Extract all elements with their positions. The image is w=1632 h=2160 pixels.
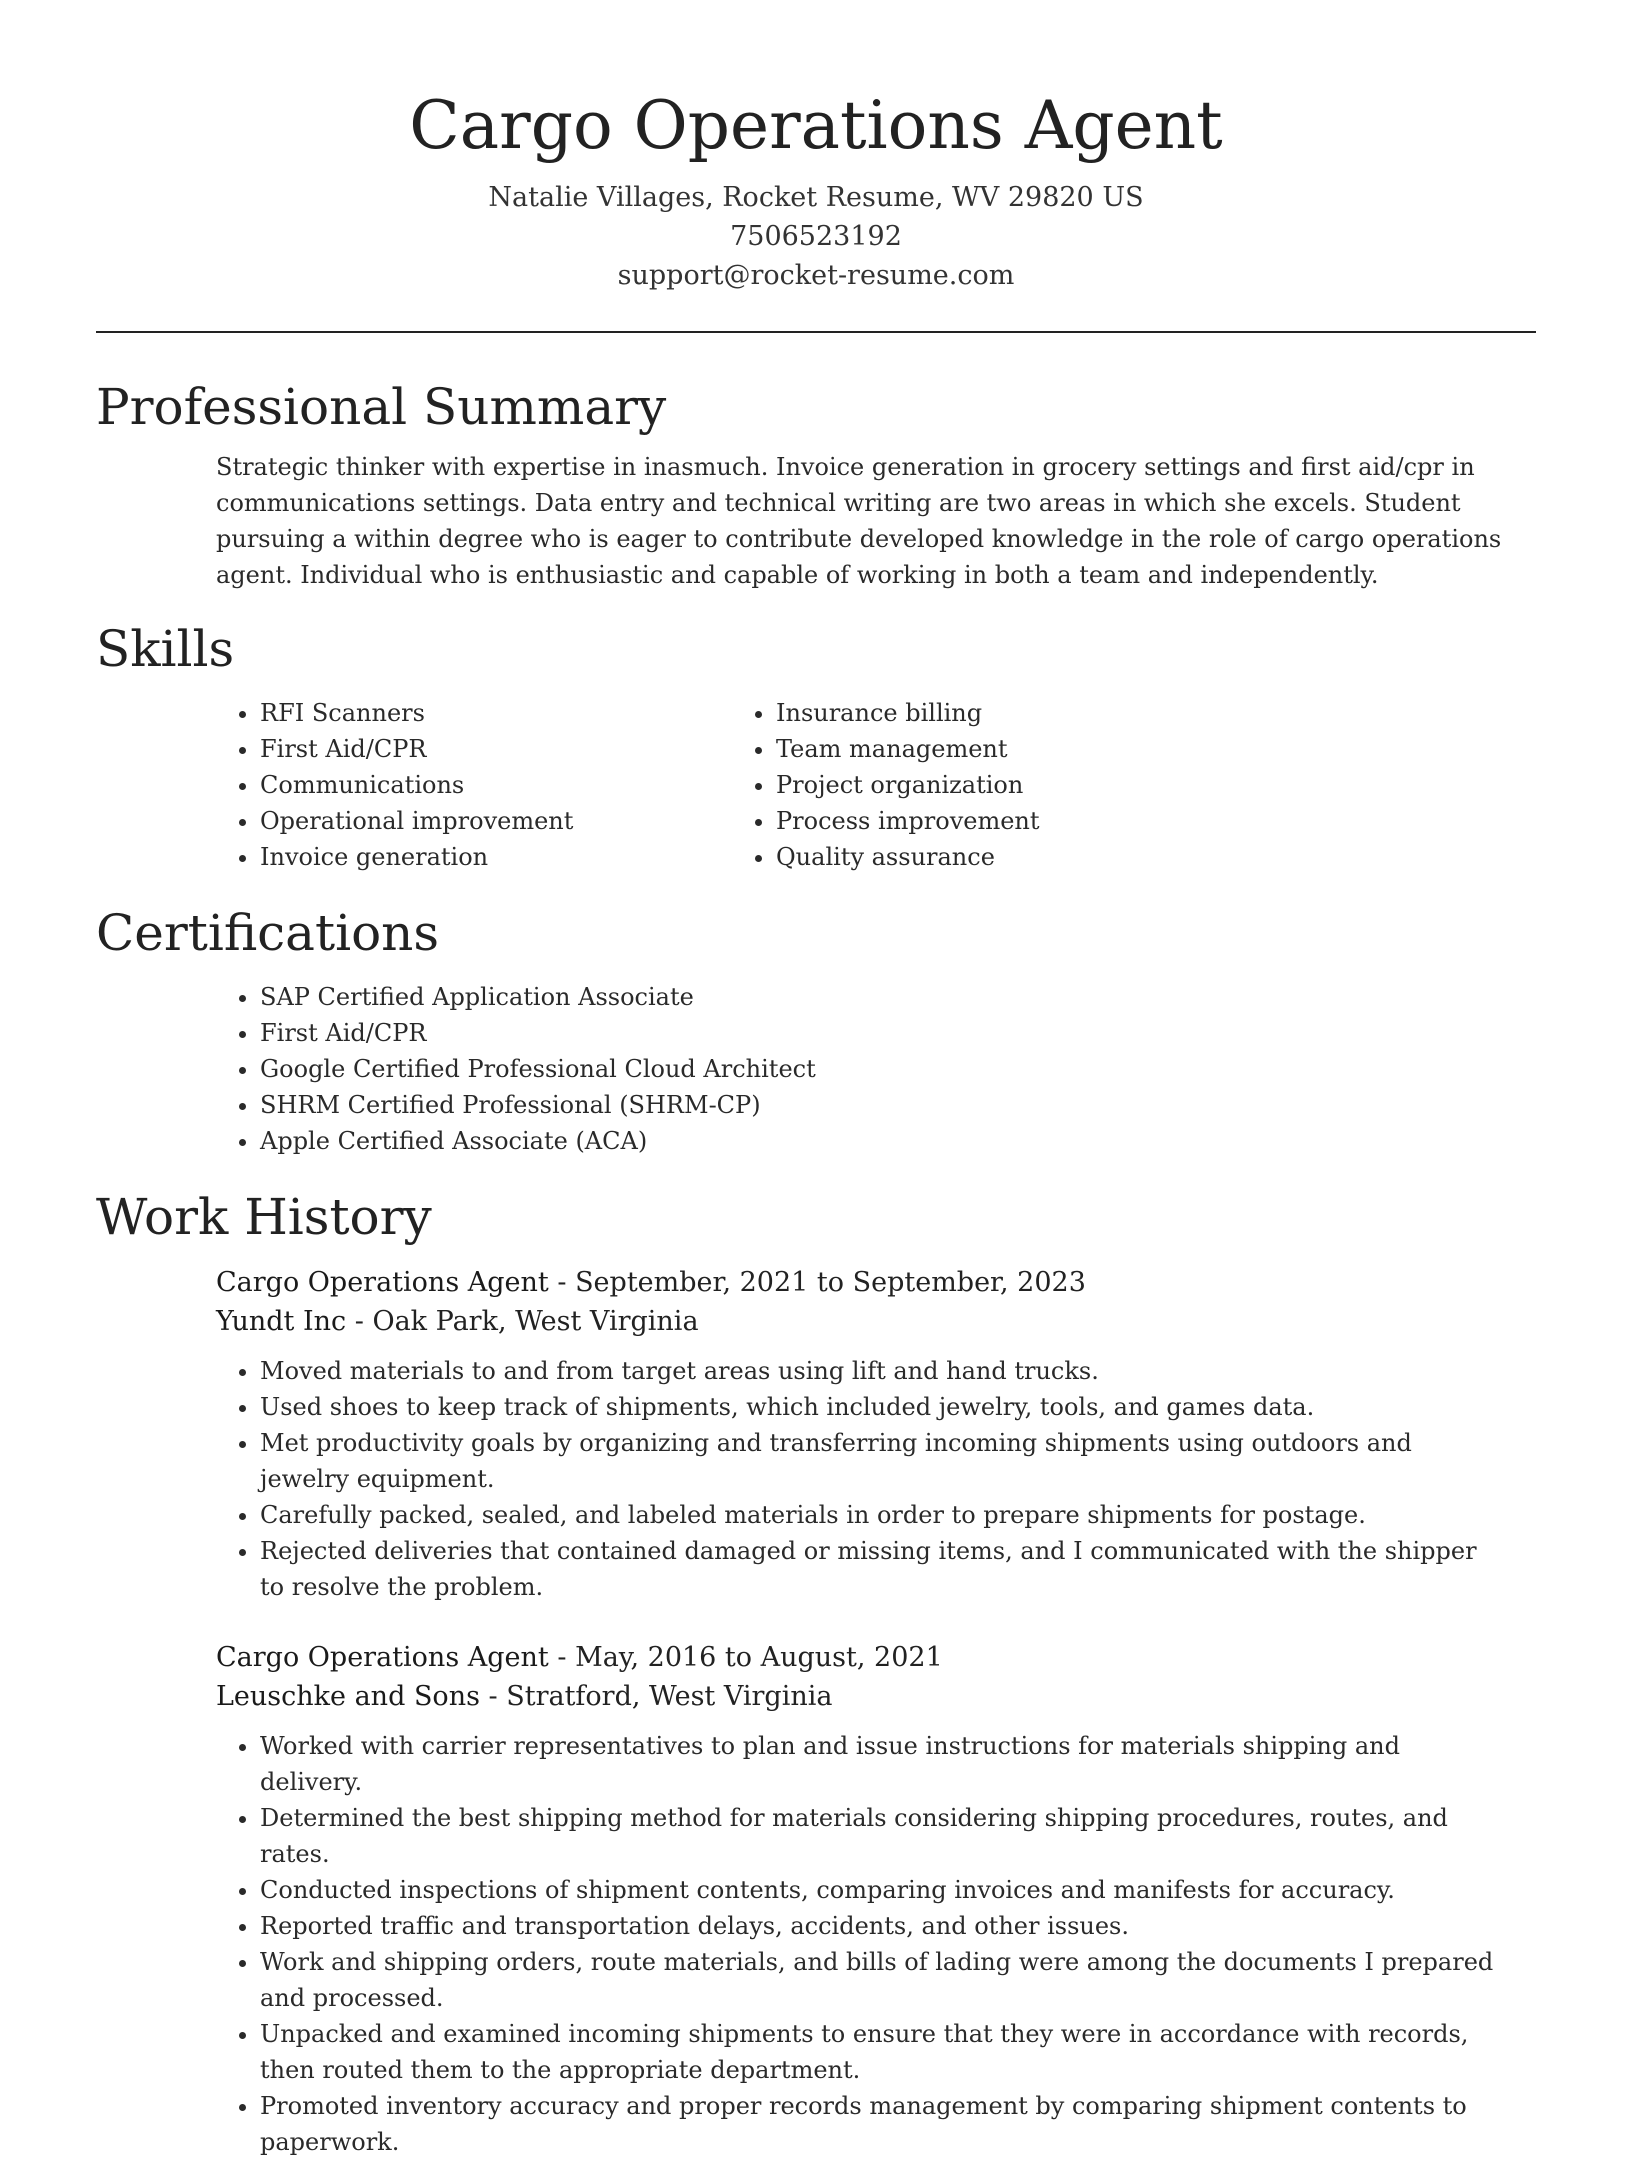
- job-duty: • Moved materials to and from target areas using lift and hand trucks.: [260, 1353, 1536, 1389]
- job-location: Stratford, West Virginia: [506, 1681, 833, 1712]
- skill-item: • Insurance billing: [776, 695, 1040, 731]
- job-company-line: [216, 1677, 1536, 1716]
- job-duty: • Promoted inventory accuracy and proper records management by comparing shipment contents to paperwork.: [260, 2088, 1536, 2160]
- job-duties-list: [96, 1728, 1536, 2160]
- certification-item: • SHRM Certified Professional (SHRM-CP): [260, 1087, 1536, 1123]
- header-divider: [96, 331, 1536, 333]
- resume-title: Cargo Operations Agent: [409, 87, 1223, 164]
- skill-item: • Invoice generation: [260, 839, 746, 875]
- resume-page: [96, 0, 1536, 2160]
- job-duty: • Carefully packed, sealed, and labeled materials in order to prepare shipments for postage.: [260, 1497, 1536, 1533]
- skill-item: • Operational improvement: [260, 803, 746, 839]
- summary-text: Strategic thinker with expertise in inasmuch. Invoice generation in grocery settings and first aid/cpr in communications settings. Data entry and technical writing are two areas in which she excels. Student pursuing a within degree who is eager to contribute developed knowledge in the role of cargo operations agent. Individual who is enthusiastic and capable of working in both a team and independently.: [216, 453, 1502, 589]
- contact-address: Natalie Villages, Rocket Resume, WV 29820 US: [488, 182, 1144, 213]
- job-dates: September, 2021 to September, 2023: [575, 1267, 1086, 1298]
- job-dates: May, 2016 to August, 2021: [575, 1642, 943, 1673]
- skill-item: • Project organization: [776, 767, 1040, 803]
- job-title: Cargo Operations Agent: [216, 1267, 549, 1298]
- contact-phone: 7506523192: [730, 221, 902, 252]
- job-duty: • Conducted inspections of shipment contents, comparing invoices and manifests for accuracy.: [260, 1872, 1536, 1908]
- job-duty: • Reported traffic and transportation delays, accidents, and other issues.: [260, 1908, 1536, 1944]
- job-company: Leuschke and Sons: [216, 1681, 480, 1712]
- job-separator: -: [548, 1267, 576, 1298]
- job-separator: -: [548, 1642, 576, 1673]
- job-title-line: [216, 1263, 1536, 1302]
- summary-heading: Professional Summary: [96, 378, 667, 436]
- skill-item: • Quality assurance: [776, 839, 1040, 875]
- job-duty: • Used shoes to keep track of shipments, which included jewelry, tools, and games data.: [260, 1389, 1536, 1425]
- certifications-list: [96, 979, 1536, 1159]
- resume-header: [96, 0, 1536, 295]
- certification-item: • Apple Certified Associate (ACA): [260, 1123, 1536, 1159]
- job-company: Yundt Inc: [216, 1306, 347, 1337]
- job-company-line: [216, 1302, 1536, 1341]
- skill-item: • First Aid/CPR: [260, 731, 746, 767]
- certification-item: • Google Certified Professional Cloud Architect: [260, 1051, 1536, 1087]
- certification-item: • SAP Certified Application Associate: [260, 979, 1536, 1015]
- work-history-section: [96, 1185, 1536, 2160]
- job-duty: • Rejected deliveries that contained damaged or missing items, and I communicated with the shipper to resolve the problem.: [260, 1533, 1536, 1605]
- skill-item: • Team management: [776, 731, 1040, 767]
- skill-item: • Communications: [260, 767, 746, 803]
- summary-section: [96, 375, 1536, 593]
- job-duty: • Determined the best shipping method for materials considering shipping procedures, routes, and rates.: [260, 1800, 1536, 1872]
- certification-item: • First Aid/CPR: [260, 1015, 1536, 1051]
- job-duty: • Met productivity goals by organizing and transferring incoming shipments using outdoors and jewelry equipment.: [260, 1425, 1536, 1497]
- skill-item: • RFI Scanners: [260, 695, 746, 731]
- job-entry: [96, 1638, 1536, 2160]
- contact-email: support@rocket-resume.com: [617, 260, 1015, 291]
- skills-heading: Skills: [96, 620, 235, 678]
- job-separator: -: [346, 1306, 373, 1337]
- skills-section: [96, 617, 1536, 875]
- job-title-line: [216, 1638, 1536, 1677]
- job-duties-list: [96, 1353, 1536, 1605]
- job-duty: • Worked with carrier representatives to plan and issue instructions for materials shipping and delivery.: [260, 1728, 1536, 1800]
- job-title: Cargo Operations Agent: [216, 1642, 549, 1673]
- job-entry: [96, 1263, 1536, 1605]
- contact-block: [96, 178, 1536, 295]
- job-duty: • Work and shipping orders, route materials, and bills of lading were among the documents I prepared and processed.: [260, 1944, 1536, 2016]
- skills-list-right: [746, 695, 1040, 875]
- skills-columns: [96, 695, 1536, 875]
- work-history-heading: Work History: [96, 1188, 432, 1246]
- certifications-heading: Certifications: [96, 904, 440, 962]
- job-duty: • Unpacked and examined incoming shipments to ensure that they were in accordance with records, then routed them to the appropriate department.: [260, 2016, 1536, 2088]
- job-separator: -: [479, 1681, 507, 1712]
- job-location: Oak Park, West Virginia: [372, 1306, 699, 1337]
- skill-item: • Process improvement: [776, 803, 1040, 839]
- skills-list-left: [96, 695, 746, 875]
- certifications-section: [96, 901, 1536, 1159]
